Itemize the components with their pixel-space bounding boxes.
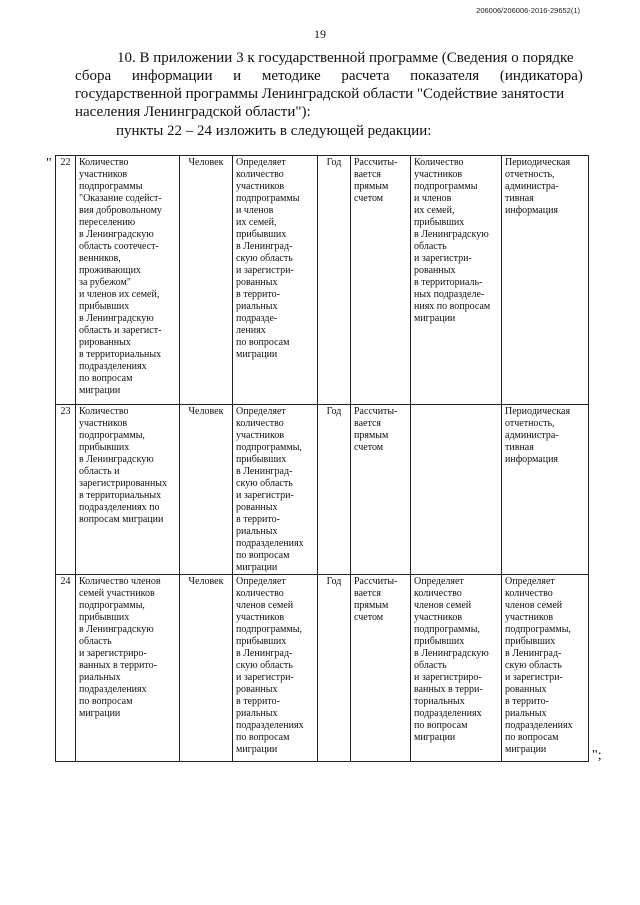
- cell-text-line: Человек: [188, 157, 224, 168]
- cell-text-line: венников,: [79, 253, 121, 264]
- variables-cell: [411, 156, 502, 405]
- cell-text-line: отчетность,: [505, 169, 555, 180]
- cell-text-line: и зарегистри-: [236, 490, 294, 501]
- cell-text-line: Количество: [79, 406, 129, 417]
- cell-text-line: скую область: [236, 478, 293, 489]
- cell-text-line: в террито-: [505, 696, 549, 707]
- cell-text-line: миграции: [79, 385, 121, 396]
- cell-text-line: вается: [354, 588, 381, 599]
- cell-text-line: по вопросам: [236, 732, 290, 743]
- cell-text-line: риальных: [236, 526, 278, 537]
- intro-word: (индикатора): [499, 68, 583, 84]
- cell-text-line: и зарегистри-: [236, 265, 294, 276]
- table-row: [56, 405, 589, 575]
- cell-text-line: Человек: [188, 576, 224, 587]
- cell-text-line: в Ленинградскую: [79, 454, 154, 465]
- cell-text-line: подразде-: [236, 313, 278, 324]
- calculation-method-cell: [351, 575, 411, 762]
- cell-text-line: их семей,: [236, 217, 277, 228]
- cell-text-line: риальных: [236, 301, 278, 312]
- period-cell: [318, 575, 351, 762]
- cell-text-line: Определяет: [505, 576, 555, 587]
- cell-text-line: в территориальных: [79, 490, 162, 501]
- cell-text-line: миграции: [236, 744, 278, 755]
- cell-text-line: прибывших: [414, 636, 465, 647]
- data-source-cell: [502, 405, 589, 575]
- cell-text-line: область: [414, 660, 447, 671]
- cell-text-line: в территориальных: [79, 349, 162, 360]
- cell-text-line: подпрограммы,: [414, 624, 480, 635]
- cell-text-line: ванных в терри-: [414, 684, 483, 695]
- cell-text-line: информация: [505, 205, 559, 216]
- cell-text-line: миграции: [236, 349, 278, 360]
- unit-cell: [180, 405, 233, 575]
- indicator-name-cell: [76, 575, 180, 762]
- cell-text-line: и зарегистриро-: [414, 672, 482, 683]
- cell-text-line: вопросам миграции: [79, 514, 164, 525]
- cell-text-line: членов семей: [414, 600, 472, 611]
- cell-text-line: в Ленинградскую: [414, 229, 489, 240]
- cell-text-line: тивная: [505, 193, 534, 204]
- cell-text-line: миграции: [505, 744, 547, 755]
- cell-text-line: в Ленинград-: [505, 648, 562, 659]
- cell-text-line: количество: [236, 418, 284, 429]
- cell-text-line: прибывших: [79, 612, 130, 623]
- cell-text-line: и членов: [414, 193, 452, 204]
- table-row: [56, 575, 589, 762]
- cell-text-line: прибывших: [236, 636, 287, 647]
- cell-text-line: в Ленинградскую: [79, 624, 154, 635]
- cell-text-line: Количество: [414, 157, 464, 168]
- definition-cell: [233, 156, 318, 405]
- cell-text-line: в Ленинградскую: [414, 648, 489, 659]
- intro-line-4: [75, 103, 583, 121]
- definition-cell: [233, 405, 318, 575]
- cell-text-line: прибывших: [414, 217, 465, 228]
- cell-text-line: Определяет: [414, 576, 464, 587]
- cell-text-line: участников: [505, 612, 554, 623]
- cell-text-line: лениях: [236, 325, 266, 336]
- cell-text-line: подразделениях: [236, 720, 304, 731]
- cell-text-line: участников: [414, 612, 463, 623]
- cell-text-line: подразделениях: [505, 720, 573, 731]
- row-number-cell: 22: [56, 156, 76, 405]
- cell-text-line: подпрограммы,: [79, 430, 145, 441]
- cell-text-line: и членов их семей,: [79, 289, 160, 300]
- indicator-name-cell: [76, 405, 180, 575]
- cell-text-line: подразделениях: [79, 361, 147, 372]
- cell-text-line: по вопросам: [414, 720, 468, 731]
- row-number-cell: 24: [56, 575, 76, 762]
- cell-text-line: Периодическая: [505, 406, 571, 417]
- cell-text-line: рированных: [79, 337, 131, 348]
- unit-cell: [180, 575, 233, 762]
- intro-text: населения Ленинградской области"):: [75, 104, 311, 120]
- cell-text-line: Рассчиты-: [354, 576, 398, 587]
- cell-text-line: количество: [505, 588, 553, 599]
- calculation-method-cell: [351, 156, 411, 405]
- definition-cell: [233, 575, 318, 762]
- cell-text-line: переселению: [79, 217, 136, 228]
- cell-text-line: подпрограммы,: [236, 442, 302, 453]
- cell-text-line: по вопросам: [236, 550, 290, 561]
- cell-text-line: подразделениях по: [79, 502, 160, 513]
- cell-text-line: ториальных: [414, 696, 465, 707]
- cell-text-line: тивная: [505, 442, 534, 453]
- cell-text-line: прибывших: [236, 229, 287, 240]
- row-number-cell: 23: [56, 405, 76, 575]
- cell-text-line: в террито-: [236, 289, 280, 300]
- period-cell: [318, 405, 351, 575]
- cell-text-line: Количество членов: [79, 576, 161, 587]
- intro-word: показателя: [410, 68, 480, 84]
- cell-text-line: рованных: [236, 502, 278, 513]
- page-number: 19: [314, 27, 326, 41]
- cell-text-line: Год: [326, 576, 342, 587]
- cell-text-line: прибывших: [79, 442, 130, 453]
- cell-text-line: риальных: [236, 708, 278, 719]
- cell-text-line: в Ленинград-: [236, 241, 293, 252]
- cell-text-line: область соотечест-: [79, 241, 159, 252]
- cell-text-line: счетом: [354, 193, 384, 204]
- cell-text-line: Периодическая: [505, 157, 571, 168]
- cell-text-line: подпрограммы,: [236, 624, 302, 635]
- cell-text-line: риальных: [79, 672, 121, 683]
- cell-text-line: информация: [505, 454, 559, 465]
- cell-text-line: подпрограммы: [236, 193, 300, 204]
- intro-paragraph: [75, 49, 583, 121]
- data-source-cell: [502, 156, 589, 405]
- cell-text-line: проживающих: [79, 265, 141, 276]
- cell-text-line: в Ленинград-: [236, 648, 293, 659]
- cell-text-line: "Оказание содейст-: [79, 193, 162, 204]
- table-body: [56, 156, 589, 762]
- intro-line-3: [75, 85, 583, 103]
- cell-text-line: счетом: [354, 612, 384, 623]
- cell-text-line: и зарегистри-: [505, 672, 563, 683]
- cell-text-line: участников: [236, 181, 285, 192]
- cell-text-line: прямым: [354, 600, 389, 611]
- cell-text-line: скую область: [236, 660, 293, 671]
- cell-text-line: рованных: [414, 265, 456, 276]
- cell-text-line: и зарегистри-: [236, 672, 294, 683]
- cell-text-line: в Ленинградскую: [79, 313, 154, 324]
- calculation-method-cell: [351, 405, 411, 575]
- intro-word: методике: [261, 68, 321, 84]
- intro-word: информации: [131, 68, 213, 84]
- cell-text-line: количество: [236, 588, 284, 599]
- cell-text-line: количество: [414, 588, 462, 599]
- closing-quote: ";: [592, 748, 602, 763]
- cell-text-line: миграции: [414, 313, 456, 324]
- intro-line-1: [75, 49, 583, 67]
- cell-text-line: их семей,: [414, 205, 455, 216]
- cell-text-line: подпрограммы,: [79, 600, 145, 611]
- cell-text-line: и зарегистри-: [414, 253, 472, 264]
- cell-text-line: рованных: [236, 277, 278, 288]
- cell-text-line: администра-: [505, 181, 559, 192]
- cell-text-line: участников: [236, 430, 285, 441]
- cell-text-line: прибывших: [236, 454, 287, 465]
- cell-text-line: ванных в террито-: [79, 660, 157, 671]
- table-row: [56, 156, 589, 405]
- cell-text-line: семей участников: [79, 588, 155, 599]
- items-line: пункты 22 – 24 изложить в следующей редакции:: [116, 123, 432, 139]
- intro-word: сбора: [75, 68, 112, 84]
- cell-text-line: зарегистрированных: [79, 478, 168, 489]
- cell-text-line: по вопросам: [505, 732, 559, 743]
- intro-text: государственной программы Ленинградской области "Содействие занятости: [75, 86, 565, 102]
- cell-text-line: подпрограммы,: [505, 624, 571, 635]
- cell-text-line: администра-: [505, 430, 559, 441]
- indicator-name-cell: [76, 156, 180, 405]
- cell-text-line: Определяет: [236, 576, 286, 587]
- cell-text-line: вается: [354, 418, 381, 429]
- cell-text-line: скую область: [505, 660, 562, 671]
- cell-text-line: подразделениях: [414, 708, 482, 719]
- cell-text-line: миграции: [414, 732, 456, 743]
- cell-text-line: ниях по вопросам: [414, 301, 491, 312]
- cell-text-line: в террито-: [236, 696, 280, 707]
- cell-text-line: скую область: [236, 253, 293, 264]
- cell-text-line: участников: [79, 418, 128, 429]
- opening-quote: ": [46, 156, 52, 171]
- cell-text-line: Год: [326, 406, 342, 417]
- variables-cell: [411, 575, 502, 762]
- cell-text-line: Человек: [188, 406, 224, 417]
- intro-text: 10. В приложении 3 к государственной программе (Сведения о порядке: [117, 50, 574, 66]
- cell-text-line: Количество: [79, 157, 129, 168]
- cell-text-line: подразделениях: [236, 538, 304, 549]
- cell-text-line: и членов: [236, 205, 274, 216]
- cell-text-line: по вопросам: [236, 337, 290, 348]
- cell-text-line: отчетность,: [505, 418, 555, 429]
- cell-text-line: в Ленинград-: [236, 466, 293, 477]
- cell-text-line: вия добровольному: [79, 205, 162, 216]
- cell-text-line: вается: [354, 169, 381, 180]
- intro-line-2: [75, 67, 583, 85]
- cell-text-line: в террито-: [236, 514, 280, 525]
- cell-text-line: рованных: [505, 684, 547, 695]
- cell-text-line: Определяет: [236, 157, 286, 168]
- cell-text-line: участников: [79, 169, 128, 180]
- cell-text-line: по вопросам: [79, 696, 133, 707]
- intro-word: расчета: [341, 68, 390, 84]
- cell-text-line: по вопросам: [79, 373, 133, 384]
- data-source-cell: [502, 575, 589, 762]
- unit-cell: [180, 156, 233, 405]
- cell-text-line: членов семей: [236, 600, 294, 611]
- cell-text-line: участников: [414, 169, 463, 180]
- cell-text-line: и зарегистриро-: [79, 648, 147, 659]
- cell-text-line: в Ленинградскую: [79, 229, 154, 240]
- period-cell: [318, 156, 351, 405]
- intro-word: и: [233, 68, 242, 84]
- cell-text-line: рованных: [236, 684, 278, 695]
- cell-text-line: ных подразделе-: [414, 289, 485, 300]
- cell-text-line: Рассчиты-: [354, 157, 398, 168]
- cell-text-line: счетом: [354, 442, 384, 453]
- cell-text-line: подразделениях: [79, 684, 147, 695]
- document-id: 206006/206006-2016-29652(1): [476, 6, 580, 15]
- cell-text-line: прямым: [354, 430, 389, 441]
- cell-text-line: область и: [79, 466, 120, 477]
- cell-text-line: подпрограммы: [414, 181, 478, 192]
- cell-text-line: количество: [236, 169, 284, 180]
- cell-text-line: миграции: [79, 708, 121, 719]
- cell-text-line: за рубежом": [79, 277, 131, 288]
- cell-text-line: Год: [326, 157, 342, 168]
- cell-text-line: прибывших: [505, 636, 556, 647]
- cell-text-line: прямым: [354, 181, 389, 192]
- variables-cell: [411, 405, 502, 575]
- cell-text-line: членов семей: [505, 600, 563, 611]
- cell-text-line: область: [79, 636, 112, 647]
- cell-text-line: участников: [236, 612, 285, 623]
- cell-text-line: подпрограммы: [79, 181, 143, 192]
- cell-text-line: миграции: [236, 562, 278, 573]
- cell-text-line: риальных: [505, 708, 547, 719]
- cell-text-line: в территориаль-: [414, 277, 483, 288]
- indicators-table: [55, 155, 589, 762]
- cell-text-line: прибывших: [79, 301, 130, 312]
- cell-text-line: область и зарегист-: [79, 325, 162, 336]
- cell-text-line: Определяет: [236, 406, 286, 417]
- cell-text-line: Рассчиты-: [354, 406, 398, 417]
- cell-text-line: область: [414, 241, 447, 252]
